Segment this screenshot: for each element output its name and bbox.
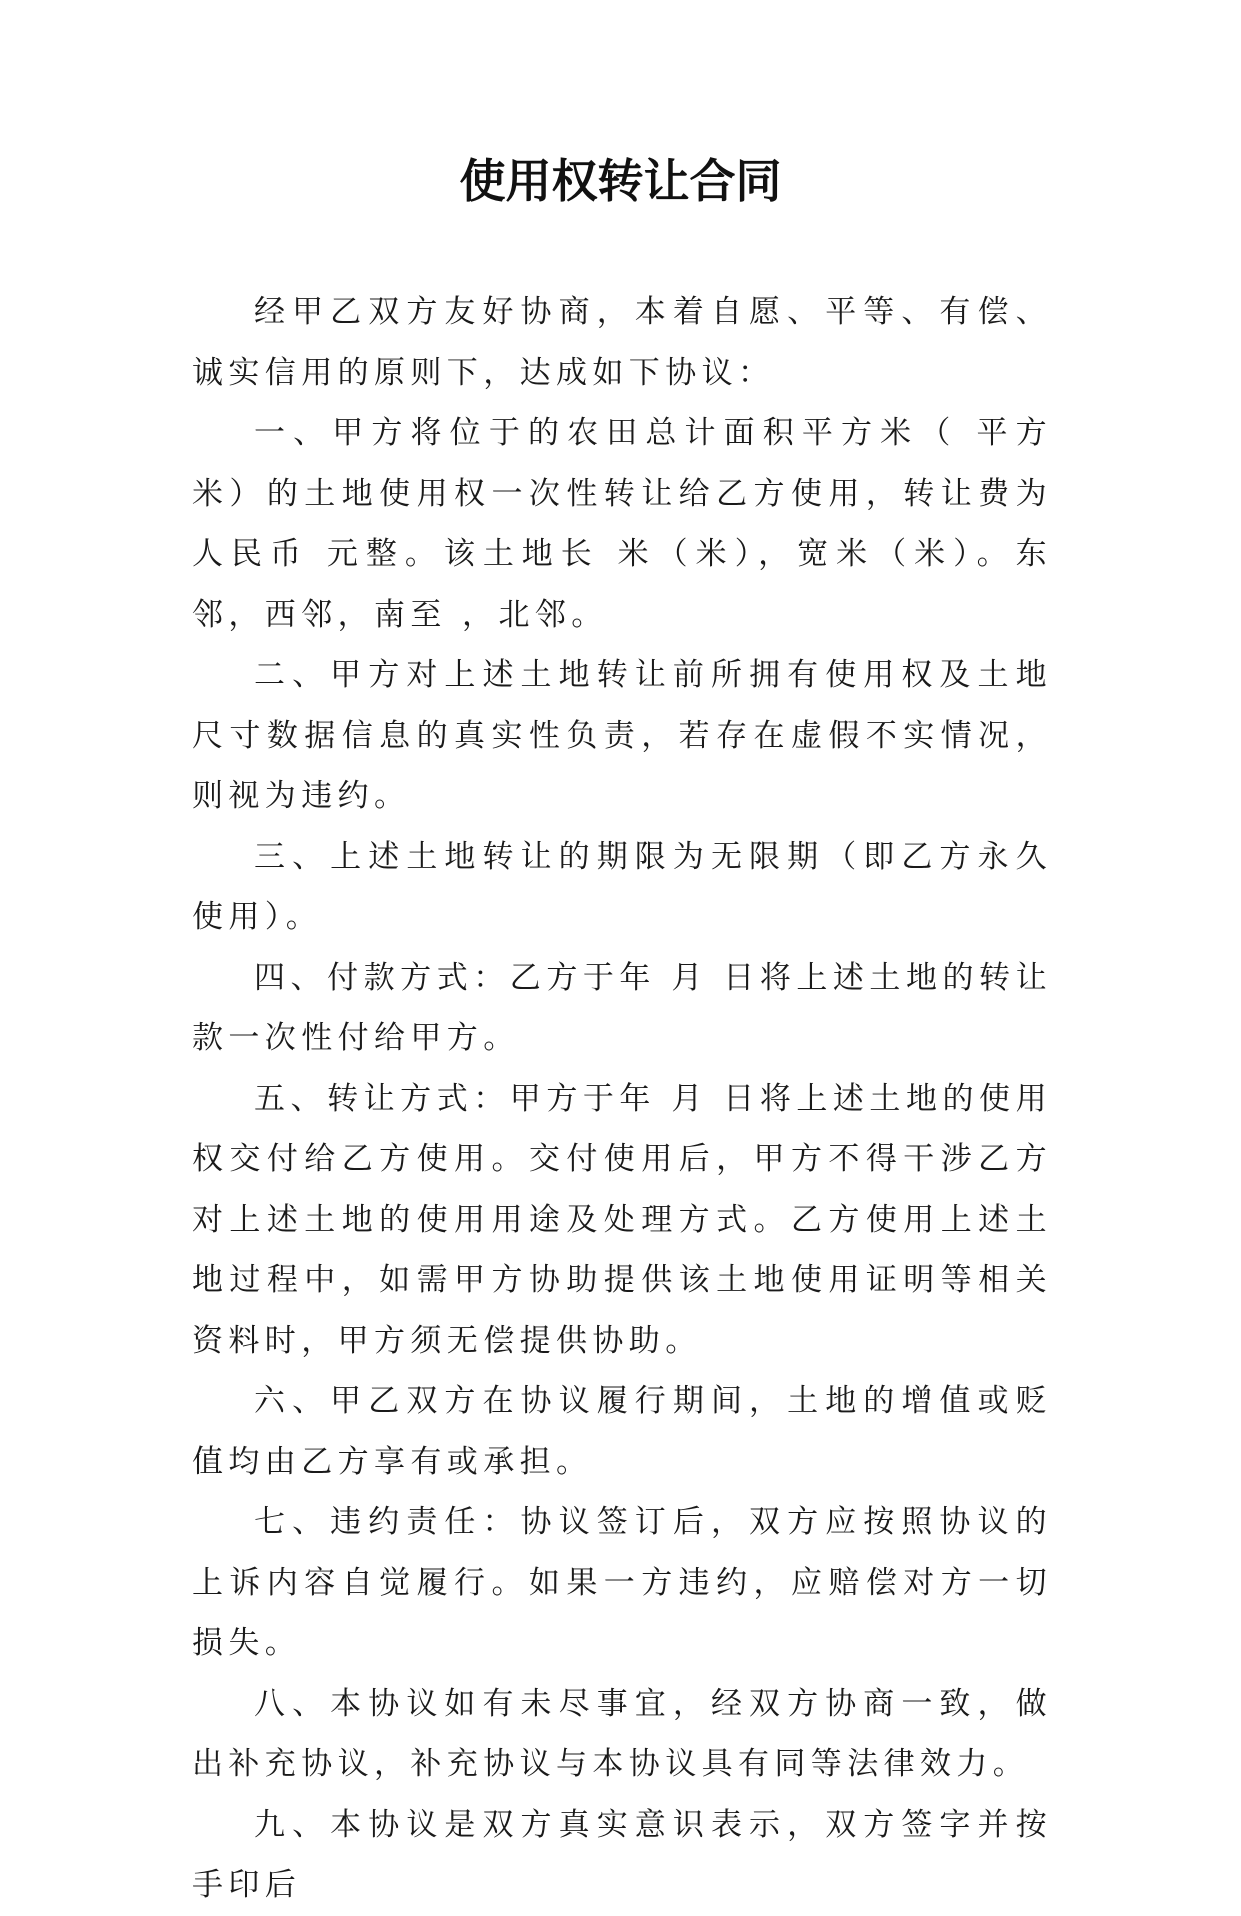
paragraph-clause-6: 六、甲乙双方在协议履行期间，土地的增值或贬值均由乙方享有或承担。 (192, 1383, 1052, 1480)
paragraph-clause-7: 七、违约责任：协议签订后，双方应按照协议的上诉内容自觉履行。如果一方违约，应赔偿对方一切损失。 (192, 1504, 1052, 1661)
document-title: 使用权转让合同 (459, 154, 782, 208)
document-body (192, 282, 1052, 1916)
paragraph-clause-9: 九、本协议是双方真实意识表示，双方签字并按手印后 (192, 1806, 1052, 1903)
paragraph-clause-4: 四、付款方式：乙方于年 月 日将上述土地的转让款一次性付给甲方。 (192, 959, 1052, 1056)
paragraph-clause-5: 五、转让方式：甲方于年 月 日将上述土地的使用权交付给乙方使用。交付使用后，甲方不得干涉乙方对上述土地的使用用途及处理方式。乙方使用上述土地过程中，如需甲方协助提供该土地使用证明等相关资料时，甲方须无偿提供协助。 (192, 1080, 1052, 1359)
paragraph-intro: 经甲乙双方友好协商，本着自愿、平等、有偿、诚实信用的原则下，达成如下协议： (192, 294, 1052, 391)
paragraph-clause-2: 二、甲方对上述土地转让前所拥有使用权及土地尺寸数据信息的真实性负责，若存在虚假不实情况，则视为违约。 (192, 657, 1052, 814)
paragraph-clause-3: 三、上述土地转让的期限为无限期（即乙方永久使用）。 (192, 838, 1052, 935)
paragraph-clause-1: 一、甲方将位于的农田总计面积平方米（ 平方米）的土地使用权一次性转让给乙方使用，转让费为人民币 元整。该土地长 米（米），宽米（米）。东邻，西邻，南至 ，北邻。 (192, 415, 1052, 633)
paragraph-clause-8: 八、本协议如有未尽事宜，经双方协商一致，做出补充协议，补充协议与本协议具有同等法律效力。 (192, 1685, 1052, 1782)
